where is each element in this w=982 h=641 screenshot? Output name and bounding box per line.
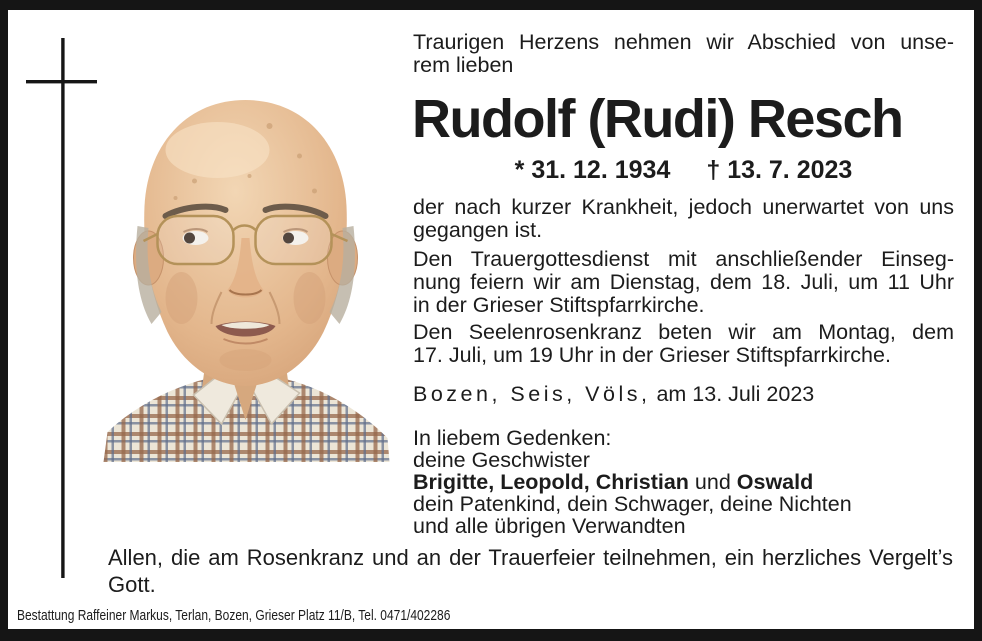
death-date: † 13. 7. 2023: [706, 156, 853, 184]
memorial-heading: In liebem Gedenken:: [413, 426, 612, 450]
mourners-block: [413, 427, 954, 537]
date-text: am 13. Juli 2023: [656, 382, 815, 406]
portrait-illustration: [99, 86, 392, 462]
obituary-line: 17. Juli, um 19 Uhr in der Grieser Stiftspfarrkirche.: [413, 343, 891, 367]
intro-line-2: rem lieben: [413, 53, 514, 77]
obituary-paragraph-3: [413, 321, 954, 367]
life-dates: [413, 155, 954, 185]
frame-border-bottom: [0, 629, 982, 641]
mourners-relation-2: dein Patenkind, dein Schwager, deine Nichten: [413, 492, 852, 516]
places-text: Bozen, Seis, Völs,: [413, 382, 651, 406]
intro-text: [413, 31, 954, 77]
place-date-line: [413, 383, 954, 406]
obituary-line: der nach kurzer Krankheit, jedoch unerwartet von uns: [413, 195, 954, 219]
obituary-paragraph-1: [413, 196, 954, 242]
mourner-name-bold-2: Oswald: [736, 470, 814, 494]
deceased-name: Rudolf (Rudi) Resch: [412, 89, 903, 149]
frame-border-left: [0, 0, 8, 641]
closing-line-2: Gott.: [108, 571, 156, 597]
memorial-cross-icon: [25, 36, 105, 581]
obituary-line: Den Trauergottesdienst mit anschließender Einseg-: [413, 247, 954, 271]
birth-date: * 31. 12. 1934: [514, 156, 671, 184]
frame-border-top: [0, 0, 982, 10]
obituary-line: nung feiern wir am Dienstag, dem 18. Juli, um 11 Uhr: [413, 270, 954, 294]
obituary-line: gegangen ist.: [413, 218, 543, 242]
obituary-line: in der Grieser Stiftspfarrkirche.: [413, 293, 705, 317]
mourners-names: [413, 471, 954, 493]
closing-thanks: [108, 545, 953, 598]
closing-line-1: Allen, die am Rosenkranz und an der Trauerfeier teilnehmen, ein herzliches Vergelt’s: [108, 545, 953, 570]
frame-border-right: [974, 0, 982, 641]
intro-line-1: Traurigen Herzens nehmen wir Abschied von unse-: [413, 30, 954, 54]
names-conjunction: und: [694, 470, 731, 494]
portrait-photo: [99, 86, 392, 462]
mourner-names-bold: Brigitte, Leopold, Christian: [413, 470, 689, 494]
mourners-relation-3: und alle übrigen Verwandten: [413, 514, 686, 538]
funeral-home-info: Bestattung Raffeiner Markus, Terlan, Bozen, Grieser Platz 11/B, Tel. 0471/402286: [17, 607, 451, 624]
obituary-paragraph-2: [413, 248, 954, 317]
mourners-relation-1: deine Geschwister: [413, 448, 590, 472]
obituary-line: Den Seelenrosenkranz beten wir am Montag, dem: [413, 320, 954, 344]
